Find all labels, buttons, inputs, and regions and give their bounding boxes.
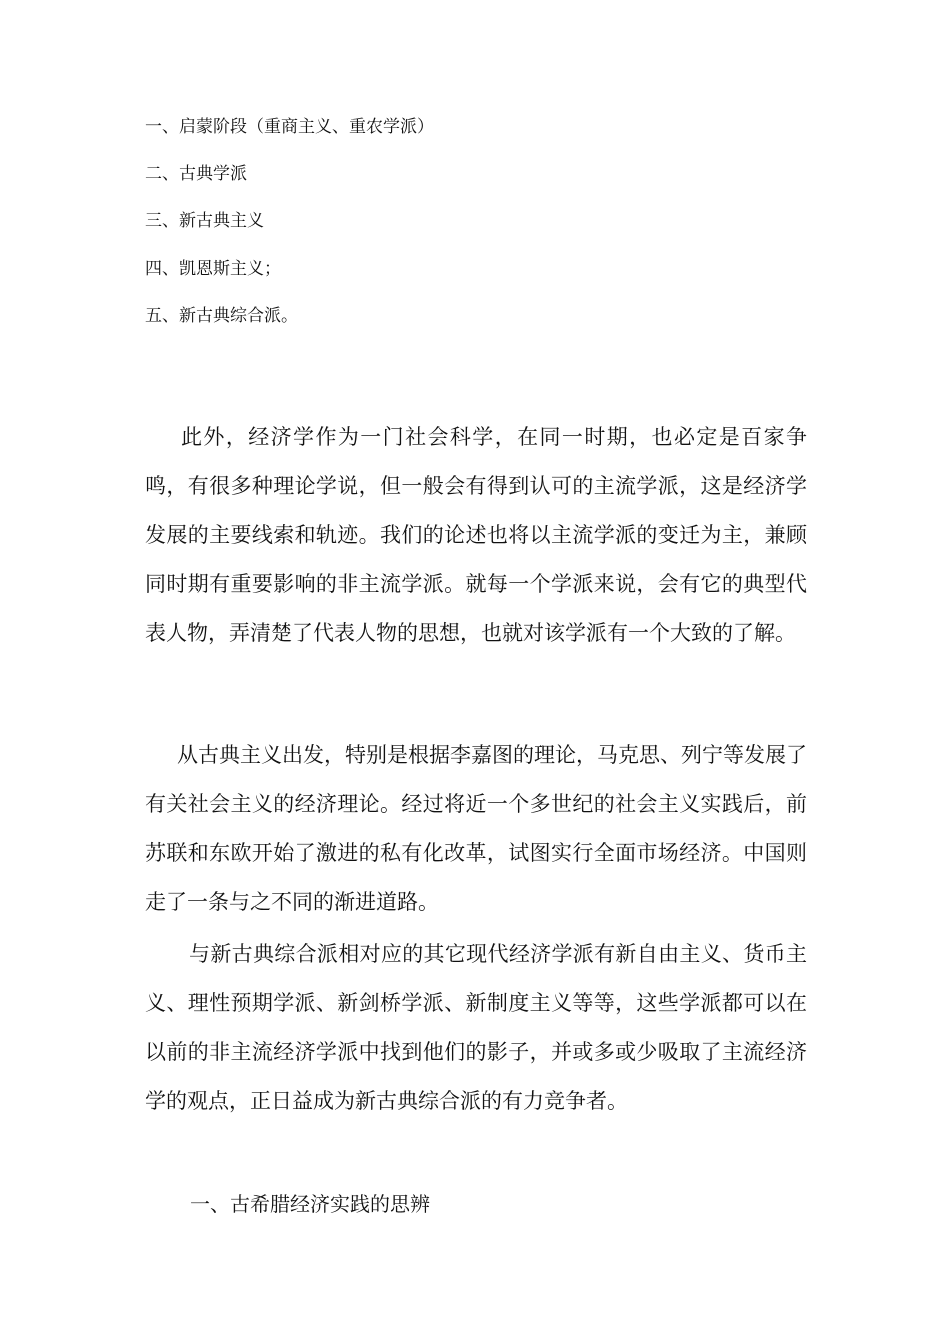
outline-item-4: 四、凯恩斯主义； [145,259,281,279]
paragraph-mainstream-schools: 此外，经济学作为一门社会科学，在同一时期，也必定是百家争鸣，有很多种理论学说，但一般会有得到认可的主流学派，这是经济学发展的主要线索和轨迹。我们的论述也将以主流学派的变迁为主，兼顾同时期有重要影响的非主流学派。就每一个学派来说，会有它的典型代表人物，弄清楚了代表人物的思想，也就对该学派有一个大致的了解。 [145,425,807,645]
paragraph-modern-schools: 与新古典综合派相对应的其它现代经济学派有新自由主义、货币主义、理性预期学派、新剑桥学派、新制度主义等等，这些学派都可以在以前的非主流经济学派中找到他们的影子，并或多或少吸取了主流经济学的观点，正日益成为新古典综合派的有力竞争者。 [145,942,807,1113]
outline-item-3: 三、新古典主义 [145,211,264,231]
outline-item-5: 五、新古典综合派。 [145,306,298,326]
paragraph-socialist-economics: 从古典主义出发，特别是根据李嘉图的理论，马克思、列宁等发展了有关社会主义的经济理论。经过将近一个多世纪的社会主义实践后，前苏联和东欧开始了激进的私有化改革，试图实行全面市场经济。中国则走了一条与之不同的渐进道路。 [145,743,807,914]
outline-item-2: 二、古典学派 [145,164,247,184]
outline-item-1: 一、启蒙阶段（重商主义、重农学派） [145,117,434,137]
section-heading: 一、古希腊经济实践的思辨 [190,1192,430,1216]
